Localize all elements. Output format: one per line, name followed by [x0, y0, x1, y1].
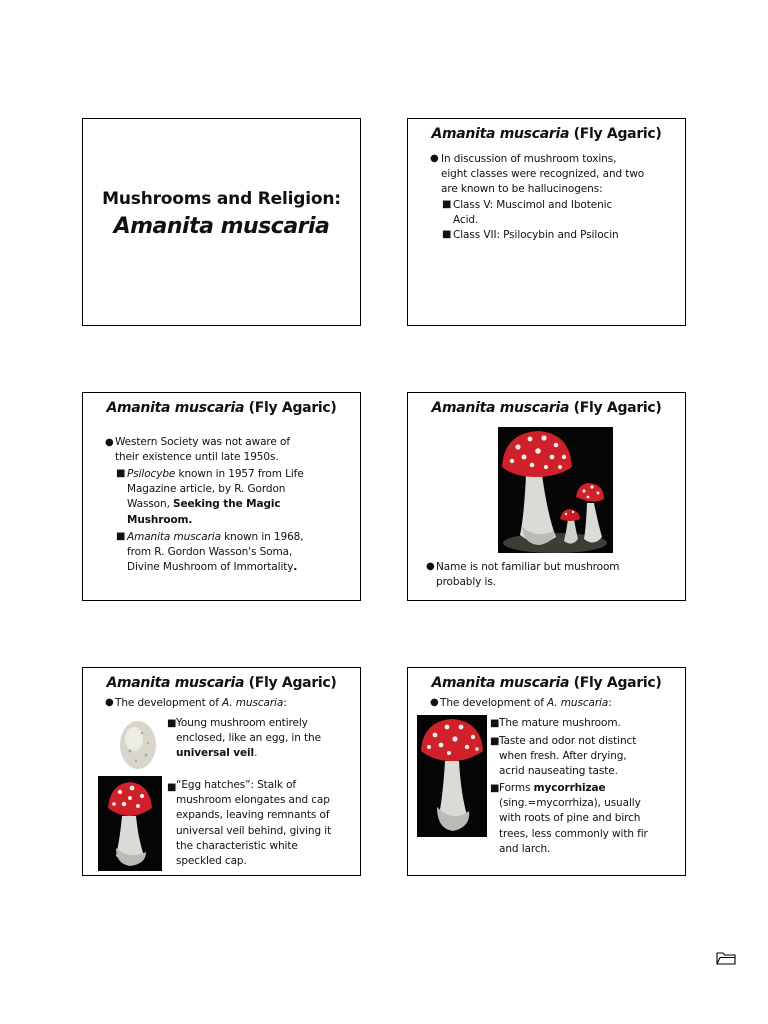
square-bullet: ■: [490, 718, 500, 729]
text-line: [127, 497, 304, 512]
term: mycorrhizae: [533, 782, 606, 794]
square-bullet: ■: [442, 199, 452, 210]
genus-name: Psilocybe: [127, 468, 176, 480]
heading-common-name: (Fly Agaric): [569, 400, 662, 416]
slide-title: [82, 118, 361, 326]
text-line: and larch.: [499, 842, 551, 855]
text-line: [499, 781, 648, 796]
text-line: Young mushroom entirely: [176, 717, 308, 729]
text-line: mushroom elongates and cap: [176, 794, 330, 807]
round-bullet: ●: [430, 153, 439, 164]
text-line: [127, 513, 304, 528]
text-line: Taste and odor not distinct: [499, 735, 637, 747]
sub-bullet-text: [453, 228, 619, 243]
text-line: are known to be hallucinogens:: [441, 183, 603, 196]
square-bullet: ■: [167, 782, 177, 793]
text-line: The mature mushroom.: [499, 717, 621, 729]
text-run: :: [283, 697, 287, 709]
text-line: [127, 530, 303, 545]
round-bullet: ●: [426, 561, 435, 572]
slide-heading: [83, 400, 360, 416]
book-title: Mushroom: [127, 513, 189, 526]
egg-stage-photo: [116, 715, 161, 775]
text-line: [127, 560, 303, 575]
heading-common-name: (Fly Agaric): [244, 675, 337, 691]
bullet-text: [440, 696, 612, 711]
text-line: their existence until late 1950s.: [115, 451, 279, 464]
heading-species: Amanita muscaria: [431, 675, 570, 691]
text-line: Magazine article, by R. Gordon: [127, 483, 286, 496]
heading-species: Amanita muscaria: [431, 400, 570, 416]
sub-bullet-text: [499, 716, 621, 731]
text-line: “Egg hatches”: Stalk of: [176, 779, 296, 791]
sub-bullet-text: [453, 198, 612, 228]
species-name: A. muscaria: [222, 697, 284, 709]
text-line: Class VII: Psilocybin and Psilocin: [453, 229, 619, 241]
slide-history: [82, 392, 361, 601]
square-bullet: ■: [490, 736, 500, 747]
text-line: universal veil behind, giving it: [176, 824, 332, 837]
text-line: enclosed, like an egg, in the: [176, 732, 321, 745]
text-line: In discussion of mushroom toxins,: [441, 153, 617, 165]
text-run: The development of: [115, 697, 223, 709]
sub-bullet-text: [499, 781, 648, 857]
text-line: Acid.: [453, 214, 479, 227]
text-line: the characteristic white: [176, 839, 298, 852]
mushroom-group-photo: [498, 427, 613, 553]
slide-heading: [408, 126, 685, 142]
slide-title-line2: Amanita muscaria: [113, 214, 330, 239]
square-bullet: ■: [167, 718, 177, 729]
sub-bullet-text: [499, 734, 636, 780]
heading-species: Amanita muscaria: [106, 400, 245, 416]
species-name: A. muscaria: [547, 697, 609, 709]
slide-mushroom-photo: [407, 392, 686, 601]
text-line: eight classes were recognized, and two: [441, 168, 645, 181]
species-name: Amanita muscaria: [127, 531, 221, 543]
text-run: Divine Mushroom of Immortality: [127, 561, 294, 574]
sub-bullet-text: [176, 778, 331, 869]
bullet-text: [441, 152, 644, 198]
bullet-text: [436, 560, 619, 590]
text-run: Forms: [499, 782, 534, 794]
text-run: The development of: [440, 697, 548, 709]
slide-development-mature: [407, 667, 686, 876]
text-line: trees, less commonly with fir: [499, 827, 648, 840]
round-bullet: ●: [105, 437, 114, 448]
square-bullet: ■: [442, 229, 452, 240]
square-bullet: ■: [116, 531, 126, 542]
slide-development-young: [82, 667, 361, 876]
book-title: Seeking the Magic: [173, 498, 281, 511]
hatching-stage-photo: [98, 776, 162, 871]
square-bullet: ■: [490, 783, 500, 794]
heading-common-name: (Fly Agaric): [569, 126, 662, 142]
text-line: speckled cap.: [176, 855, 247, 868]
text-line: when fresh. After drying,: [499, 750, 627, 763]
square-bullet: ■: [116, 468, 126, 479]
text-line: acrid nauseating taste.: [499, 765, 618, 778]
text-line: probably is.: [436, 576, 496, 589]
text-run: Wasson,: [127, 498, 174, 511]
text-line: from R. Gordon Wasson's Soma,: [127, 546, 293, 559]
heading-common-name: (Fly Agaric): [244, 400, 337, 416]
sub-bullet-text: [127, 530, 303, 576]
text-line: [127, 467, 304, 482]
heading-species: Amanita muscaria: [106, 675, 245, 691]
slide-title-line1: Mushrooms and Religion:: [102, 189, 341, 209]
text-run: .: [254, 747, 258, 760]
round-bullet: ●: [430, 697, 439, 708]
text-line: [440, 696, 612, 711]
round-bullet: ●: [105, 697, 114, 708]
text-line: (sing.=mycorrhiza), usually: [499, 797, 641, 810]
sub-bullet-text: [176, 716, 321, 762]
text-line: with roots of pine and birch: [499, 812, 641, 825]
slide-heading: [408, 675, 685, 691]
mature-mushroom-photo: [417, 715, 487, 837]
text-run: .: [293, 561, 298, 574]
text-run: known in 1957 from Life: [175, 468, 304, 480]
text-line: Name is not familiar but mushroom: [436, 561, 620, 573]
sub-bullet-text: [127, 467, 304, 528]
text-line: Western Society was not aware of: [115, 436, 290, 448]
text-line: [176, 746, 321, 761]
heading-species: Amanita muscaria: [431, 126, 570, 142]
heading-common-name: (Fly Agaric): [569, 675, 662, 691]
text-run: .: [188, 513, 193, 526]
text-line: expands, leaving remnants of: [176, 809, 330, 822]
bullet-text: [115, 696, 287, 711]
term: universal veil: [176, 747, 255, 760]
text-run: known in 1968,: [220, 531, 304, 543]
text-line: Class V: Muscimol and Ibotenic: [453, 199, 613, 211]
slide-heading: [83, 675, 360, 691]
folder-icon[interactable]: [716, 950, 736, 964]
slide-heading: [408, 400, 685, 416]
text-run: :: [608, 697, 612, 709]
slide-toxin-classes: [407, 118, 686, 326]
text-line: [115, 696, 287, 711]
bullet-text: [115, 435, 290, 465]
